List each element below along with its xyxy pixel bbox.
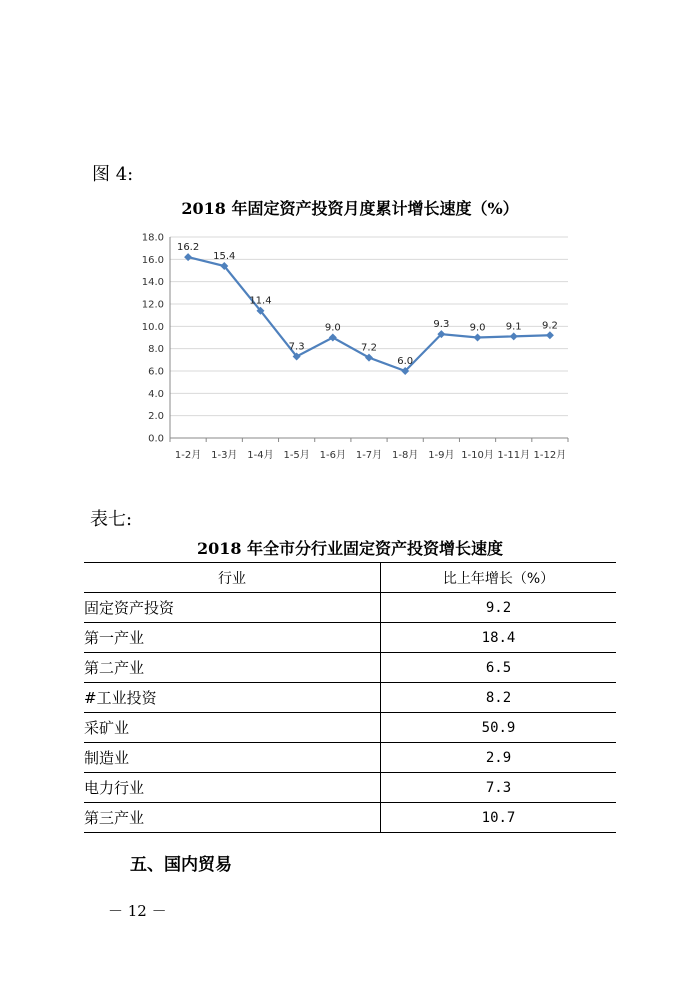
data-label: 9.0 [324, 322, 341, 334]
industry-investment-table [84, 562, 616, 833]
data-label: 6.0 [397, 356, 414, 367]
y-tick-label: 10.0 [141, 321, 164, 333]
x-tick-label: 1-5月 [283, 450, 310, 461]
x-tick-label: 1-8月 [392, 450, 419, 461]
table-header-row [84, 563, 616, 593]
line-chart [125, 225, 585, 470]
figure-label: 图 4: [92, 164, 134, 185]
row-name: 第一产业 [84, 623, 381, 653]
x-tick-label: 1-10月 [461, 450, 494, 461]
row-value: 2.9 [381, 743, 617, 773]
data-label: 11.4 [249, 295, 272, 307]
y-tick-label: 14.0 [141, 277, 164, 289]
row-name: 制造业 [84, 743, 381, 773]
y-tick-label: 16.0 [141, 254, 164, 266]
section-heading: 五、国内贸易 [130, 855, 232, 875]
y-tick-label: 2.0 [148, 411, 164, 423]
table-row [84, 683, 616, 713]
data-point [184, 253, 192, 261]
x-tick-label: 1-7月 [355, 450, 383, 461]
row-value: 7.3 [381, 773, 617, 803]
page-number: － 12 － [108, 902, 167, 920]
data-label: 9.1 [505, 321, 522, 333]
row-value: 10.7 [381, 803, 617, 833]
y-tick-label: 8.0 [148, 344, 164, 356]
row-value: 18.4 [381, 623, 617, 653]
x-tick-label: 1-3月 [211, 450, 238, 461]
x-tick-label: 1-12月 [533, 450, 567, 461]
row-name: 固定资产投资 [84, 593, 381, 623]
data-point [510, 332, 518, 340]
data-label: 15.4 [213, 251, 236, 263]
x-tick-label: 1-9月 [428, 450, 455, 461]
row-name: 采矿业 [84, 713, 381, 743]
data-label: 7.3 [288, 341, 305, 353]
y-tick-label: 6.0 [148, 366, 164, 378]
chart-title: 2018 年固定资产投资月度累计增长速度（%） [181, 199, 519, 218]
header-industry: 行业 [84, 563, 381, 593]
row-name: #工业投资 [84, 683, 381, 713]
table-row [84, 653, 616, 683]
table-label: 表七: [90, 509, 133, 530]
x-tick-label: 1-11月 [497, 450, 531, 461]
data-label: 9.0 [469, 322, 486, 334]
header-growth: 比上年增长（%） [381, 563, 617, 593]
data-label: 9.2 [541, 320, 558, 332]
y-tick-label: 18.0 [141, 232, 164, 244]
row-name: 第三产业 [84, 803, 381, 833]
row-value: 50.9 [381, 713, 617, 743]
data-label: 7.2 [361, 342, 377, 354]
table-row [84, 593, 616, 623]
data-label: 9.3 [433, 319, 450, 331]
x-tick-label: 1-2月 [174, 450, 202, 461]
row-value: 9.2 [381, 593, 617, 623]
data-point [474, 334, 482, 342]
row-value: 8.2 [381, 683, 617, 713]
data-label: 16.2 [176, 242, 200, 254]
y-tick-label: 4.0 [148, 388, 164, 400]
x-tick-label: 1-6月 [319, 450, 346, 461]
table-row [84, 743, 616, 773]
table-row [84, 803, 616, 833]
table-title: 2018 年全市分行业固定资产投资增长速度 [196, 539, 504, 558]
x-tick-label: 1-4月 [247, 450, 274, 461]
data-point [546, 331, 554, 339]
y-tick-label: 0.0 [148, 433, 164, 445]
table-row [84, 713, 616, 743]
table-row [84, 623, 616, 653]
row-value: 6.5 [381, 653, 617, 683]
y-tick-label: 12.0 [141, 299, 164, 311]
table-row [84, 773, 616, 803]
row-name: 第二产业 [84, 653, 381, 683]
row-name: 电力行业 [84, 773, 381, 803]
